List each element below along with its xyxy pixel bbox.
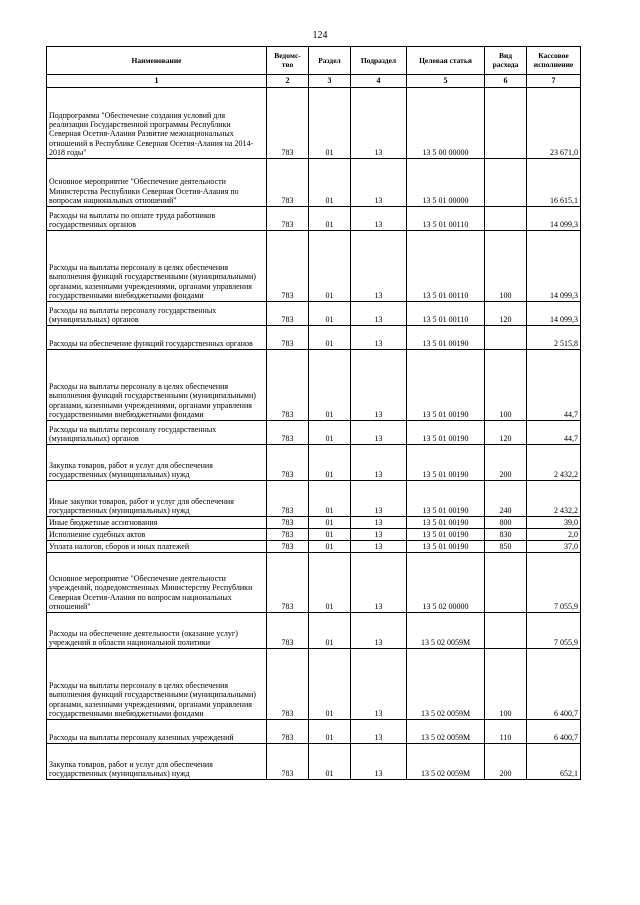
row-department: 783 <box>267 231 309 302</box>
row-target-item: 13 5 01 00110 <box>407 231 485 302</box>
row-target-item: 13 5 01 00190 <box>407 350 485 421</box>
row-section: 01 <box>309 553 351 613</box>
row-amount: 2 432,2 <box>527 445 581 481</box>
row-amount: 23 671,0 <box>527 88 581 159</box>
row-expense-type: 200 <box>485 744 527 780</box>
row-subsection: 13 <box>351 350 407 421</box>
row-target-item: 13 5 01 00110 <box>407 302 485 326</box>
row-section: 01 <box>309 481 351 517</box>
table-row <box>47 744 581 780</box>
row-department: 783 <box>267 326 309 350</box>
row-subsection: 13 <box>351 613 407 649</box>
row-section: 01 <box>309 302 351 326</box>
header-expense-type: Вид расхода <box>485 47 527 75</box>
table-row <box>47 649 581 720</box>
row-department: 783 <box>267 207 309 231</box>
row-target-item: 13 5 01 00190 <box>407 445 485 481</box>
table-row <box>47 326 581 350</box>
row-target-item: 13 5 02 0059M <box>407 720 485 744</box>
row-subsection: 13 <box>351 445 407 481</box>
row-subsection: 13 <box>351 421 407 445</box>
table-row <box>47 541 581 553</box>
table-row <box>47 350 581 421</box>
row-department: 783 <box>267 421 309 445</box>
row-name: Закупка товаров, работ и услуг для обеспечения государственных (муниципальных) нужд <box>47 445 267 481</box>
row-expense-type: 830 <box>485 529 527 541</box>
row-expense-type <box>485 88 527 159</box>
table-row <box>47 421 581 445</box>
row-department: 783 <box>267 88 309 159</box>
column-number: 6 <box>485 75 527 88</box>
row-department: 783 <box>267 541 309 553</box>
row-amount: 7 055,9 <box>527 613 581 649</box>
row-expense-type <box>485 613 527 649</box>
row-subsection: 13 <box>351 88 407 159</box>
row-department: 783 <box>267 517 309 529</box>
row-subsection: 13 <box>351 649 407 720</box>
row-target-item: 13 5 02 0059M <box>407 613 485 649</box>
row-name: Расходы на выплаты персоналу в целях обеспечения выполнения функций государственными (муниципальными) органами, казенными учреждениями, органами управления государственными внебюджетными фондами <box>47 350 267 421</box>
row-subsection: 13 <box>351 744 407 780</box>
table-row <box>47 445 581 481</box>
row-amount: 7 055,9 <box>527 553 581 613</box>
row-expense-type: 200 <box>485 445 527 481</box>
row-section: 01 <box>309 529 351 541</box>
row-target-item: 13 5 02 00000 <box>407 553 485 613</box>
row-expense-type <box>485 553 527 613</box>
row-subsection: 13 <box>351 553 407 613</box>
row-name: Основное мероприятие "Обеспечение деятельности Министерства Республики Северная Осетия-Алания по вопросам национальных отношений" <box>47 159 267 207</box>
row-department: 783 <box>267 445 309 481</box>
row-subsection: 13 <box>351 720 407 744</box>
row-department: 783 <box>267 481 309 517</box>
column-number: 3 <box>309 75 351 88</box>
row-target-item: 13 5 01 00110 <box>407 207 485 231</box>
row-subsection: 13 <box>351 302 407 326</box>
row-section: 01 <box>309 445 351 481</box>
row-section: 01 <box>309 541 351 553</box>
header-department: Ведомс-тво <box>267 47 309 75</box>
row-amount: 652,1 <box>527 744 581 780</box>
row-target-item: 13 5 02 0059M <box>407 744 485 780</box>
row-amount: 14 099,3 <box>527 231 581 302</box>
table-row <box>47 720 581 744</box>
row-amount: 14 099,3 <box>527 302 581 326</box>
row-department: 783 <box>267 613 309 649</box>
row-name: Основное мероприятие "Обеспечение деятельности учреждений, подведомственных Министерству Республики Северная Осетия-Алания по вопросам национальных отношений" <box>47 553 267 613</box>
row-department: 783 <box>267 159 309 207</box>
row-section: 01 <box>309 517 351 529</box>
row-name: Расходы на выплаты персоналу государственных (муниципальных) органов <box>47 302 267 326</box>
row-amount: 2,0 <box>527 529 581 541</box>
table-row <box>47 207 581 231</box>
table-body <box>47 88 581 780</box>
column-number: 1 <box>47 75 267 88</box>
row-department: 783 <box>267 529 309 541</box>
row-department: 783 <box>267 302 309 326</box>
table-row <box>47 302 581 326</box>
row-amount: 6 400,7 <box>527 720 581 744</box>
row-name: Иные закупки товаров, работ и услуг для обеспечения государственных (муниципальных) нужд <box>47 481 267 517</box>
row-section: 01 <box>309 720 351 744</box>
row-section: 01 <box>309 649 351 720</box>
row-expense-type: 240 <box>485 481 527 517</box>
row-name: Расходы на выплаты персоналу государственных (муниципальных) органов <box>47 421 267 445</box>
row-name: Закупка товаров, работ и услуг для обеспечения государственных (муниципальных) нужд <box>47 744 267 780</box>
row-expense-type <box>485 159 527 207</box>
row-department: 783 <box>267 720 309 744</box>
row-expense-type <box>485 207 527 231</box>
row-subsection: 13 <box>351 541 407 553</box>
row-expense-type <box>485 326 527 350</box>
row-subsection: 13 <box>351 517 407 529</box>
row-section: 01 <box>309 744 351 780</box>
row-target-item: 13 5 01 00190 <box>407 326 485 350</box>
header-cash-execution: Кассовое исполнение <box>527 47 581 75</box>
row-subsection: 13 <box>351 326 407 350</box>
column-number: 5 <box>407 75 485 88</box>
row-department: 783 <box>267 350 309 421</box>
row-amount: 39,0 <box>527 517 581 529</box>
column-number-row <box>47 75 581 88</box>
budget-execution-table <box>46 46 581 780</box>
row-expense-type: 120 <box>485 302 527 326</box>
row-name: Расходы на обеспечение функций государственных органов <box>47 326 267 350</box>
row-amount: 44,7 <box>527 421 581 445</box>
row-name: Подпрограмма "Обеспечение создания условий для реализации Государственной программы Республики Северная Осетия-Алания Развитие межнациональных отношений в Республике Северная Осетия-Алания на 2014-2018 годы" <box>47 88 267 159</box>
header-name: Наименование <box>47 47 267 75</box>
row-subsection: 13 <box>351 159 407 207</box>
header-row <box>47 47 581 75</box>
row-expense-type: 100 <box>485 231 527 302</box>
row-expense-type: 110 <box>485 720 527 744</box>
header-section: Раздел <box>309 47 351 75</box>
row-expense-type: 850 <box>485 541 527 553</box>
row-target-item: 13 5 01 00000 <box>407 159 485 207</box>
row-subsection: 13 <box>351 529 407 541</box>
row-subsection: 13 <box>351 231 407 302</box>
row-name: Расходы на выплаты по оплате труда работников государственных органов <box>47 207 267 231</box>
row-subsection: 13 <box>351 207 407 231</box>
row-name: Иные бюджетные ассигнования <box>47 517 267 529</box>
table-row <box>47 517 581 529</box>
row-expense-type: 120 <box>485 421 527 445</box>
table-row <box>47 613 581 649</box>
row-target-item: 13 5 00 00000 <box>407 88 485 159</box>
row-target-item: 13 5 01 00190 <box>407 529 485 541</box>
header-target-item: Целевая статья <box>407 47 485 75</box>
row-amount: 14 099,3 <box>527 207 581 231</box>
row-target-item: 13 5 01 00190 <box>407 517 485 529</box>
row-section: 01 <box>309 350 351 421</box>
row-subsection: 13 <box>351 481 407 517</box>
row-expense-type: 800 <box>485 517 527 529</box>
row-department: 783 <box>267 744 309 780</box>
row-amount: 44,7 <box>527 350 581 421</box>
row-section: 01 <box>309 231 351 302</box>
row-target-item: 13 5 01 00190 <box>407 421 485 445</box>
page-number: 124 <box>312 30 328 41</box>
row-amount: 6 400,7 <box>527 649 581 720</box>
row-name: Расходы на выплаты персоналу в целях обеспечения выполнения функций государственными (муниципальными) органами, казенными учреждениями, органами управления государственными внебюджетными фондами <box>47 231 267 302</box>
row-section: 01 <box>309 326 351 350</box>
column-number: 7 <box>527 75 581 88</box>
row-department: 783 <box>267 649 309 720</box>
table-row <box>47 231 581 302</box>
row-section: 01 <box>309 88 351 159</box>
row-name: Исполнение судебных актов <box>47 529 267 541</box>
row-section: 01 <box>309 159 351 207</box>
row-section: 01 <box>309 207 351 231</box>
table-row <box>47 553 581 613</box>
row-name: Расходы на выплаты персоналу в целях обеспечения выполнения функций государственными (муниципальными) органами, казенными учреждениями, органами управления государственными внебюджетными фондами <box>47 649 267 720</box>
header-subsection: Подраздел <box>351 47 407 75</box>
column-number: 2 <box>267 75 309 88</box>
table-row <box>47 481 581 517</box>
row-amount: 2 432,2 <box>527 481 581 517</box>
column-number: 4 <box>351 75 407 88</box>
row-name: Уплата налогов, сборов и иных платежей <box>47 541 267 553</box>
row-amount: 16 615,1 <box>527 159 581 207</box>
row-amount: 37,0 <box>527 541 581 553</box>
row-amount: 2 515,8 <box>527 326 581 350</box>
row-section: 01 <box>309 613 351 649</box>
row-name: Расходы на выплаты персоналу казенных учреждений <box>47 720 267 744</box>
row-expense-type: 100 <box>485 350 527 421</box>
row-name: Расходы на обеспечение деятельности (оказание услуг) учреждений в области национальной политики <box>47 613 267 649</box>
row-department: 783 <box>267 553 309 613</box>
row-target-item: 13 5 02 0059M <box>407 649 485 720</box>
row-target-item: 13 5 01 00190 <box>407 481 485 517</box>
table-row <box>47 529 581 541</box>
row-section: 01 <box>309 421 351 445</box>
row-expense-type: 100 <box>485 649 527 720</box>
table-row <box>47 88 581 159</box>
row-target-item: 13 5 01 00190 <box>407 541 485 553</box>
table-row <box>47 159 581 207</box>
